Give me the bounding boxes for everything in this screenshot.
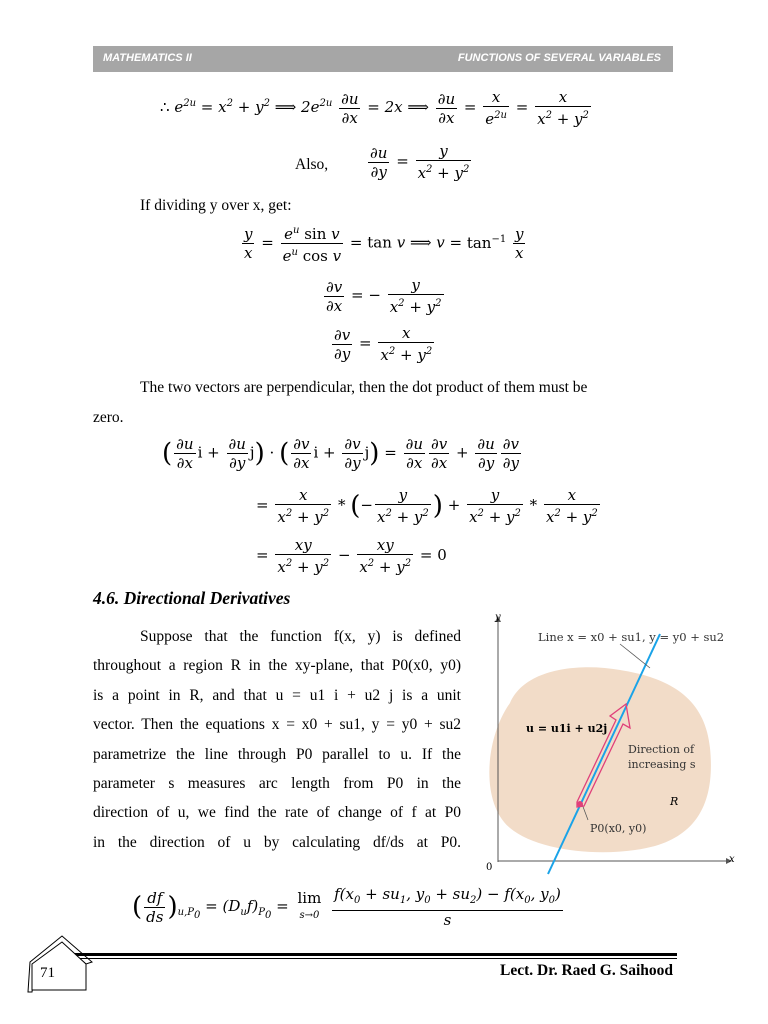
page-number-badge (26, 934, 96, 996)
perpendicular-text: The two vectors are perpendicular, then the dot product of them must be (140, 379, 588, 396)
footer-rule (60, 953, 677, 956)
equation-dv-dx: $\frac{\partial v}{\partial x}$ = − $\frac{y}{x^2 + y^2}$ (326, 276, 442, 316)
point-label: P0(x0, y0) (590, 822, 647, 835)
direction-label-2: increasing s (628, 758, 696, 771)
footer-rule-thin (60, 958, 677, 959)
paragraph-line: parametrize the line through P0 parallel to u. If the (93, 746, 461, 763)
dividing-text: If dividing y over x, get: (140, 197, 292, 214)
y-axis-label: y (495, 612, 501, 623)
also-label: Also, (295, 156, 329, 173)
region-label: R (670, 795, 679, 808)
directional-derivative-figure (470, 608, 740, 878)
equation-e2u: ∴ $e^{2u} = x^2 + y^2$ ⟹ $2e^{2u}$ $\frac{\partial u}{\partial x}$ = 2x ⟹ $\frac{\partial u}{\partial x}$ = $\frac{x}{e^{2u}}$ = $\frac{x}{x^2 + y^2}$ (160, 88, 589, 128)
header-course: MATHEMATICS II (103, 52, 192, 64)
line-label: Line x = x0 + su1, y = y0 + su2 (538, 630, 725, 644)
equation-directional-derivative: ( $\frac{df}{ds}$ )$_{u,P_0} = (D_uf)_{P_0}$ = lim s→0 $\frac{f(x_0 + su_1, y_0 + su_2) - f(x_0, y_0)}{s}$ (132, 885, 561, 929)
equation-dv-dy: $\frac{\partial v}{\partial y}$ = $\frac{x}{x^2 + y^2}$ (334, 324, 433, 364)
paragraph-line: throughout a region R in the xy-plane, that P0(x0, y0) (93, 657, 461, 674)
paragraph-line: direction of u, we find the rate of change of f at P0 (93, 804, 461, 821)
equation-du-dy: $\frac{\partial u}{\partial y}$ = $\frac{y}{x^2 + y^2}$ (370, 142, 470, 182)
point-p0 (577, 801, 583, 807)
paragraph-line: vector. Then the equations x = x0 + su1, y = y0 + su2 (93, 716, 461, 733)
equation-result-zero: = $\frac{xy}{x^2 + y^2}$ − $\frac{xy}{x^2 + y^2}$ = 0 (256, 536, 447, 576)
origin-label: 0 (486, 862, 493, 873)
paragraph-line: is a point in R, and that u = u1 i + u2 j is a unit (93, 687, 461, 704)
page-number: 71 (40, 965, 55, 981)
author-name: Lect. Dr. Raed G. Saihood (500, 962, 673, 979)
header-chapter: FUNCTIONS OF SEVERAL VARIABLES (457, 52, 661, 64)
equation-tan: $\frac{y}{x}$ = $\frac{e^u \sin v}{e^u \cos v}$ = tan v ⟹ $v = \tan^{-1}$ $\frac{y}{x}$ (240, 222, 527, 265)
running-header (93, 46, 673, 72)
paragraph-line: in the direction of u by calculating df/ds at P0. (93, 834, 461, 851)
x-axis-label: x (729, 854, 735, 865)
direction-label: Direction of (628, 743, 695, 756)
paragraph-line: parameter s measures arc length from P0 in the (93, 775, 461, 792)
equation-substitution: = $\frac{x}{x^2 + y^2}$ * (− $\frac{y}{x^2 + y^2}$ ) + $\frac{y}{x^2 + y^2}$ * $\frac{x}{x^2 + y^2}$ (256, 486, 598, 526)
leader-line (620, 644, 650, 668)
paragraph-line: Suppose that the function f(x, y) is defined (140, 628, 461, 645)
u-vector-label: u = u1i + u2j (526, 722, 608, 735)
perpendicular-text-cont: zero. (93, 409, 124, 426)
section-title: 4.6. Directional Derivatives (93, 588, 291, 608)
equation-dot-product: ( $\frac{\partial u}{\partial x}$ i + $\frac{\partial u}{\partial y}$ j) · ( $\frac{\partial v}{\partial x}$ i + $\frac{\partial v}{\partial y}$ j) = $\frac{\partial u}{\partial x}$ $\frac{\partial v}{\partial x}$ + $\frac{\partial u}{\partial y}$ $\frac{\partial v}{\partial y}$ (162, 435, 520, 472)
